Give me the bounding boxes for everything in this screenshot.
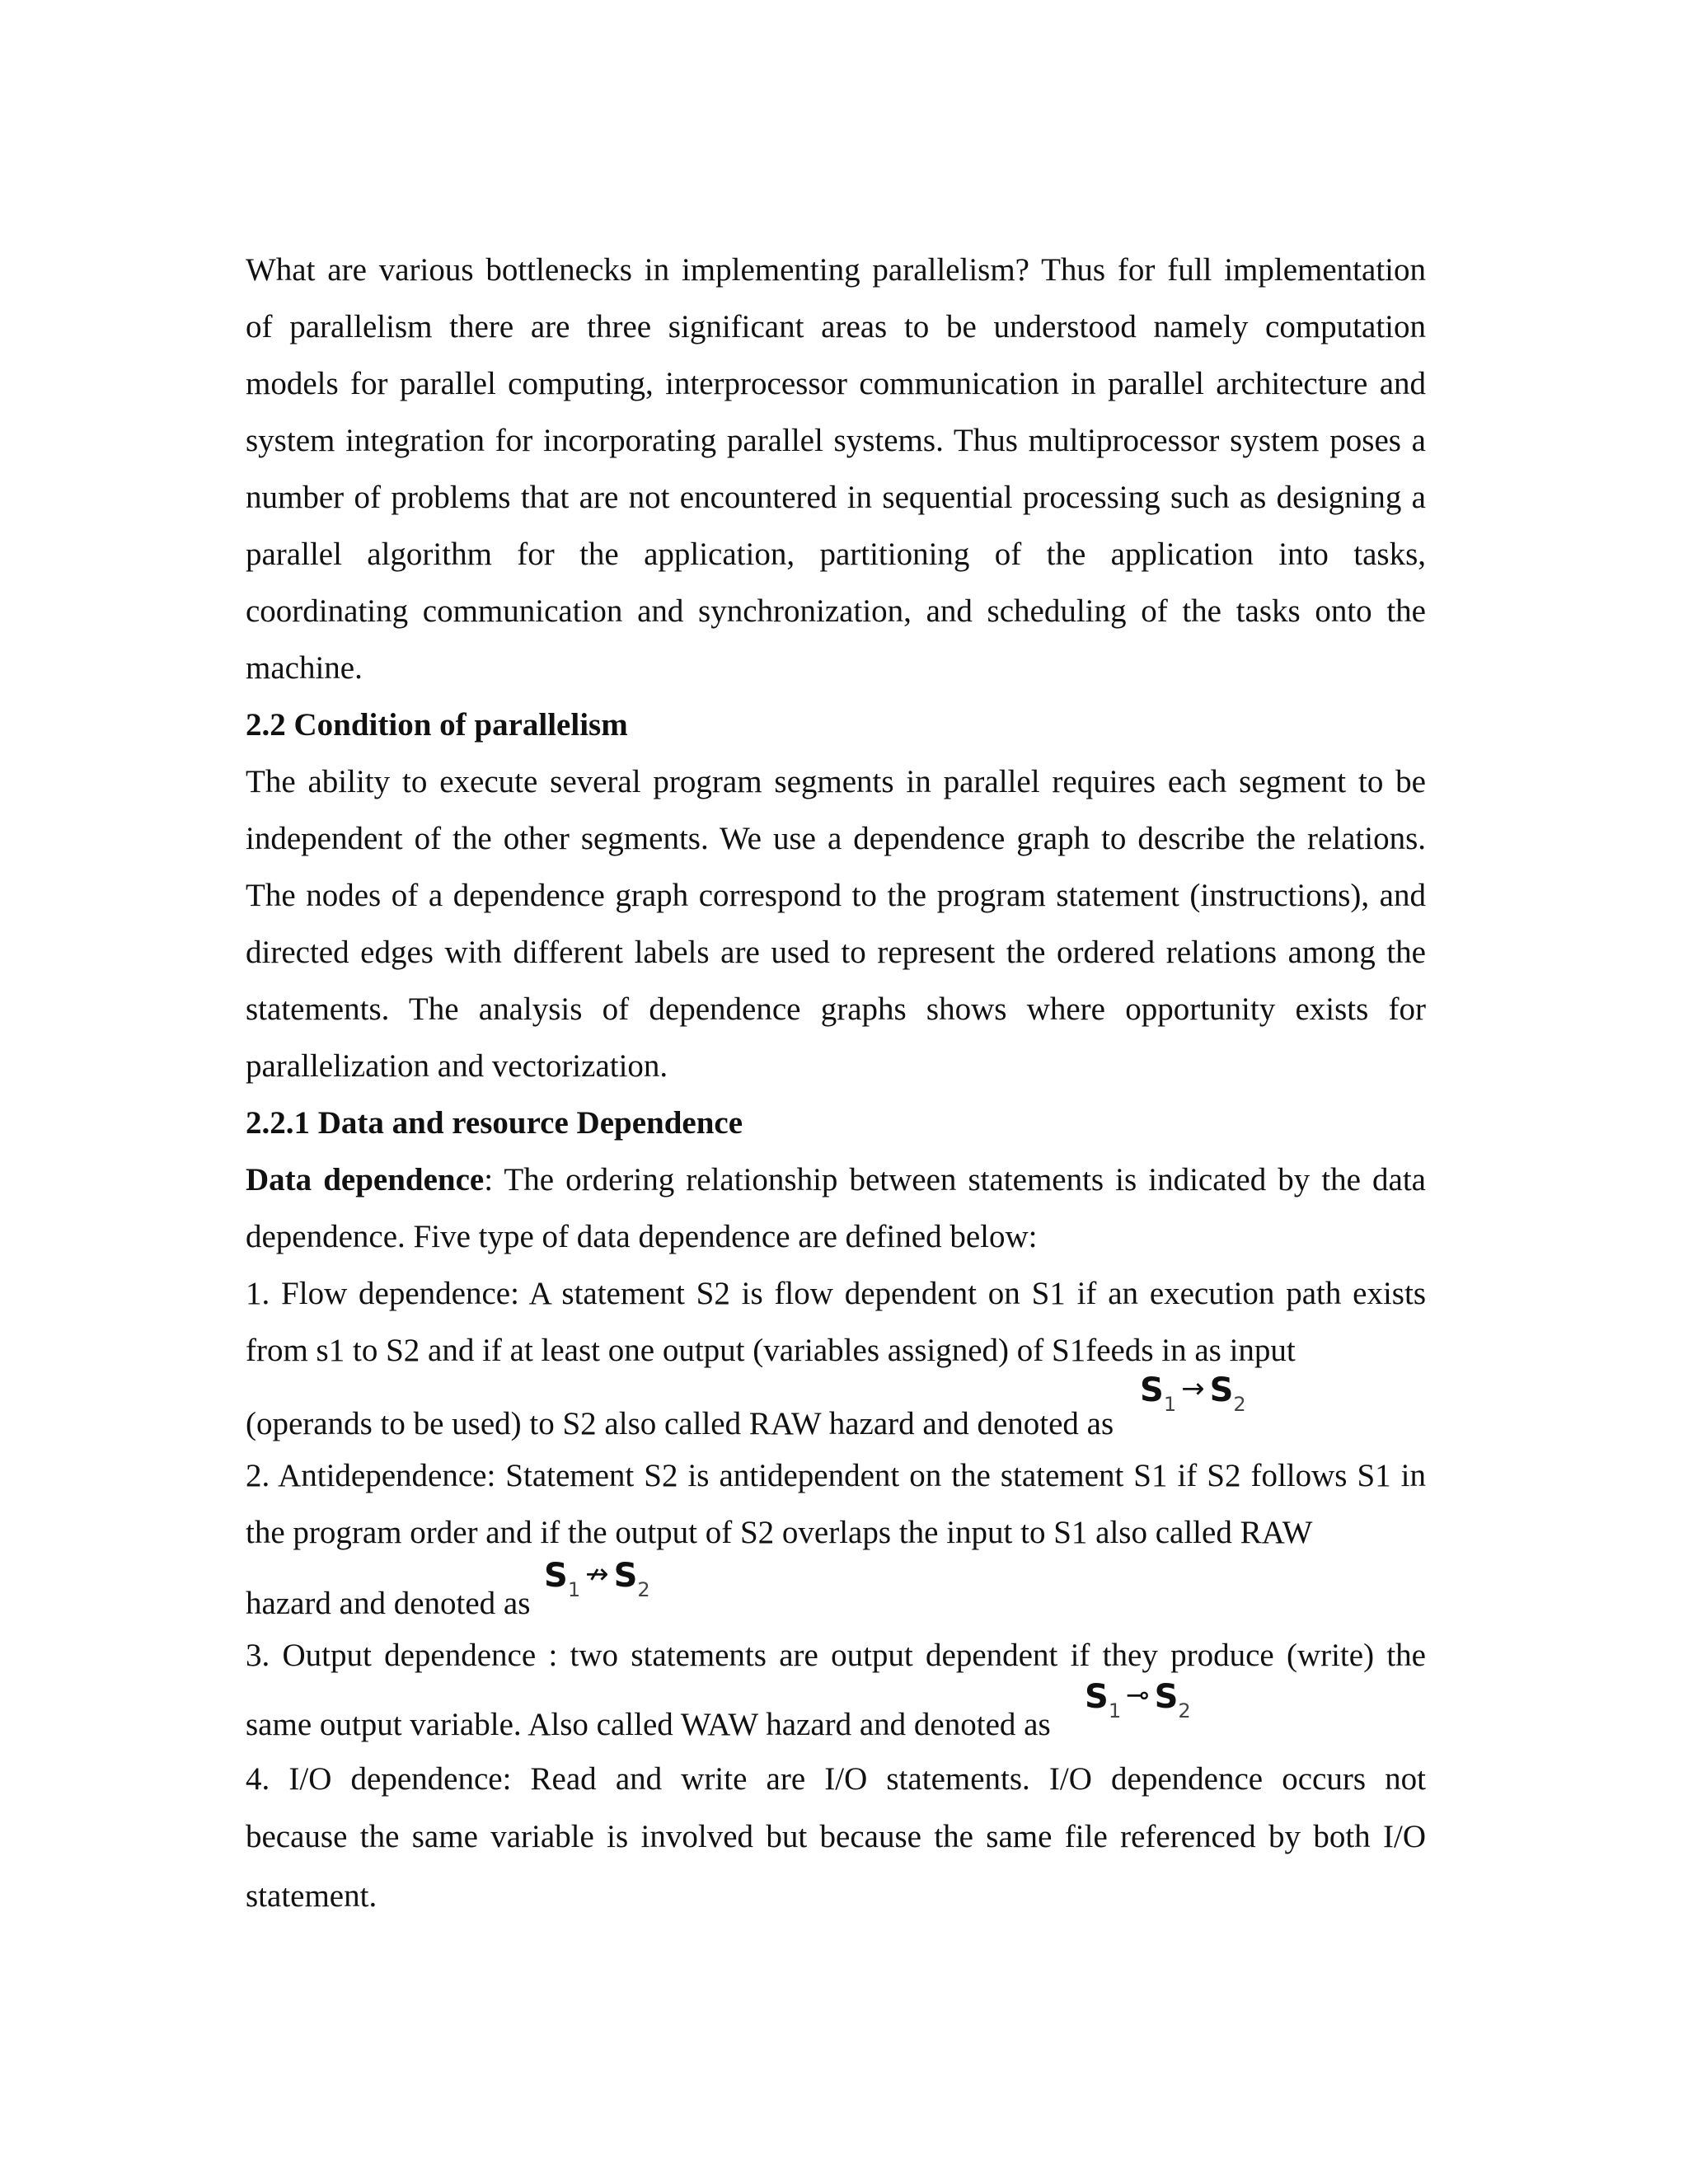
section-heading-2-2: 2.2 Condition of parallelism: [246, 707, 628, 743]
text-line: system integration for incorporating parallel systems. Thus multiprocessor system poses a: [246, 423, 1426, 458]
text-line: machine.: [246, 650, 363, 686]
output-dependence-item: [246, 1627, 1426, 1750]
text-line: the program order and if the output of S2 overlaps the input to S1 also called RAW: [246, 1515, 1313, 1550]
flow-dependence-symbol: $S_1 \to S_2$: [1140, 1371, 1246, 1416]
io-dependence-item: [246, 1750, 1426, 1926]
flow-dependence-item: [246, 1265, 1426, 1447]
text-line: dependence. Five type of data dependence are defined below:: [246, 1219, 1038, 1254]
text-line: 4. I/O dependence: Read and write are I/O statements. I/O dependence occurs not: [246, 1761, 1426, 1797]
output-dependence-symbol: $S_1$ ⊸ $S_2$: [1085, 1678, 1191, 1722]
text-line: The ability to execute several program segments in parallel requires each segment to be: [246, 764, 1426, 799]
antidependence-item: [246, 1447, 1426, 1627]
text-line: 1. Flow dependence: A statement S2 is flow dependent on S1 if an execution path exists: [246, 1276, 1426, 1311]
flow-dependence-text: (operands to be used) to S2 also called RAW hazard and denoted as: [246, 1406, 1114, 1441]
text-line: independent of the other segments. We use a dependence graph to describe the relations.: [246, 821, 1426, 856]
document-page: [246, 241, 1426, 1926]
text-line: The nodes of a dependence graph correspond to the program statement (instructions), and: [246, 878, 1426, 913]
text-line: 2. Antidependence: Statement S2 is antidependent on the statement S1 if S2 follows S1 in: [246, 1458, 1426, 1493]
antidependence-symbol: $S_1$ ↛ $S_2$: [544, 1557, 650, 1601]
text-line: parallelization and vectorization.: [246, 1048, 668, 1084]
text-line: [246, 1678, 1426, 1750]
data-dependence-definition: : The ordering relationship between statements is indicated by the data: [484, 1162, 1426, 1197]
text-line: [246, 1151, 1426, 1208]
intro-paragraph: [246, 241, 1426, 696]
text-line: number of problems that are not encountered in sequential processing such as designing a: [246, 480, 1426, 515]
condition-paragraph: [246, 753, 1426, 1094]
text-line: [246, 1557, 1426, 1627]
output-dependence-text: same output variable. Also called WAW hazard and denoted as: [246, 1707, 1051, 1742]
text-line: statements. The analysis of dependence graphs shows where opportunity exists for: [246, 991, 1426, 1027]
text-line: coordinating communication and synchronization, and scheduling of the tasks onto the: [246, 593, 1426, 629]
data-dependence-term: Data dependence: [246, 1162, 485, 1197]
section-heading-2-2-1: 2.2.1 Data and resource Dependence: [246, 1105, 743, 1141]
text-line: statement.: [246, 1878, 377, 1914]
data-dependence-paragraph: [246, 1151, 1426, 1265]
text-line: 3. Output dependence : two statements are output dependent if they produce (write) the: [246, 1638, 1426, 1673]
text-line: models for parallel computing, interprocessor communication in parallel architecture and: [246, 366, 1426, 401]
text-line: of parallelism there are three significant areas to be understood namely computation: [246, 309, 1426, 344]
text-line: [246, 1371, 1426, 1447]
text-line: from s1 to S2 and if at least one output (variables assigned) of S1feeds in as input: [246, 1333, 1296, 1368]
text-line: What are various bottlenecks in implementing parallelism? Thus for full implementation: [246, 252, 1426, 288]
text-line: because the same variable is involved but because the same file referenced by both I/O: [246, 1819, 1426, 1854]
antidependence-text: hazard and denoted as: [246, 1586, 531, 1621]
text-line: parallel algorithm for the application, partitioning of the application into tasks,: [246, 537, 1426, 572]
text-line: directed edges with different labels are used to represent the ordered relations among the: [246, 935, 1426, 970]
